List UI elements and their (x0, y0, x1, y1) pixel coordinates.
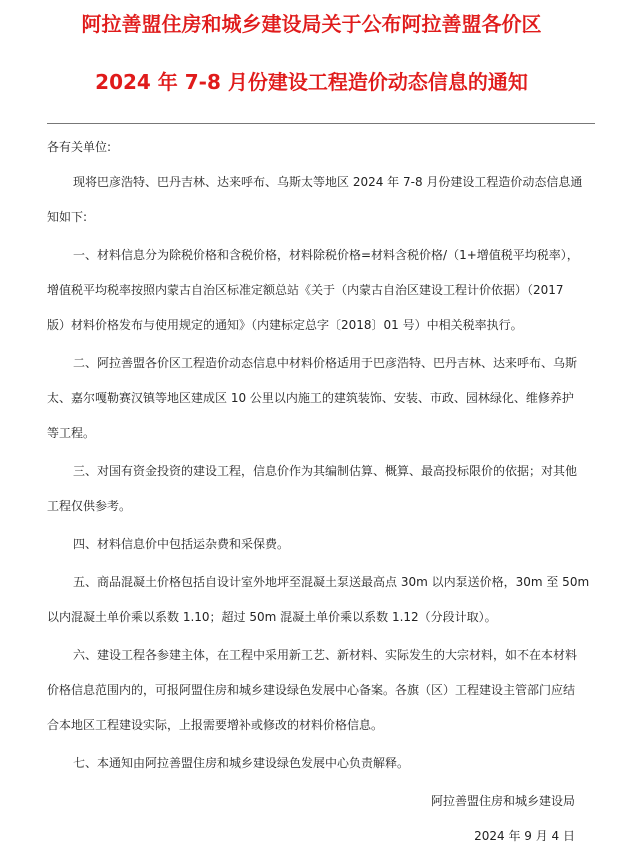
paragraph-line: 三、对国有资金投资的建设工程，信息价作为其编制估算、概算、最高投标限价的依据；对其他 (73, 464, 578, 478)
paragraph-line: 知如下: (47, 210, 88, 224)
paragraph-line: 五、商品混凝土价格包括自设计室外地坪至混凝土泵送最高点 30m 以内泵送价格，30m 至 50m (73, 575, 590, 589)
paragraph-line: 太、嘉尔嘎勒赛汉镇等地区建成区 10 公里以内施工的建筑装饰、安装、市政、园林绿化、维修养护 (47, 391, 574, 405)
paragraph-line: 一、材料信息分为除税价格和含税价格，材料除税价格=材料含税价格/（1+增值税平均税率）， (73, 248, 579, 262)
paragraph-line: 七、本通知由阿拉善盟住房和城乡建设绿色发展中心负责解释。 (73, 756, 410, 770)
signature: 阿拉善盟住房和城乡建设局 (430, 794, 575, 808)
paragraph (47, 746, 595, 781)
paragraph (47, 527, 595, 562)
document-title-line-1: 阿拉善盟住房和城乡建设局关于公布阿拉善盟各价区 (81, 12, 542, 36)
paragraph-line: 四、材料信息价中包括运杂费和采保费。 (73, 537, 290, 551)
paragraph (47, 346, 595, 451)
paragraph-line: 二、阿拉善盟各价区工程造价动态信息中材料价格适用于巴彦浩特、巴丹吉林、达来呼布、乌斯 (73, 356, 578, 370)
document-title-line-2: 2024 年 7-8 月份建设工程造价动态信息的通知 (95, 70, 528, 94)
paragraph (47, 565, 595, 635)
paragraph (47, 165, 595, 235)
salutation: 各有关单位: (47, 140, 112, 154)
paragraph (47, 638, 595, 743)
document-body (47, 130, 595, 854)
date: 2024 年 9 月 4 日 (474, 829, 575, 843)
paragraph-line: 现将巴彦浩特、巴丹吉林、达来呼布、乌斯太等地区 2024 年 7-8 月份建设工程造价动态信息通 (73, 175, 583, 189)
paragraph-line: 以内混凝土单价乘以系数 1.10；超过 50m 混凝土单价乘以系数 1.12（分段计取）。 (47, 610, 497, 624)
paragraph-line: 价格信息范围内的，可报阿盟住房和城乡建设绿色发展中心备案。各旗（区）工程建设主管部门应结 (47, 683, 576, 697)
paragraph-line: 工程仅供参考。 (47, 499, 132, 513)
paragraph-line: 版）材料价格发布与使用规定的通知》（内建标定总字〔2018〕01 号）中相关税率执行。 (47, 318, 523, 332)
paragraph (47, 238, 595, 343)
paragraph-line: 六、建设工程各参建主体，在工程中采用新工艺、新材料、实际发生的大宗材料，如不在本材料 (73, 648, 578, 662)
paragraph-line: 增值税平均税率按照内蒙古自治区标准定额总站《关于（内蒙古自治区建设工程计价依据）（2017 (47, 283, 564, 297)
paragraph-line: 等工程。 (47, 426, 96, 440)
paragraph (47, 454, 595, 524)
paragraphs (47, 165, 595, 781)
title-divider (47, 123, 595, 124)
paragraph-line: 合本地区工程建设实际，上报需要增补或修改的材料价格信息。 (47, 718, 384, 732)
